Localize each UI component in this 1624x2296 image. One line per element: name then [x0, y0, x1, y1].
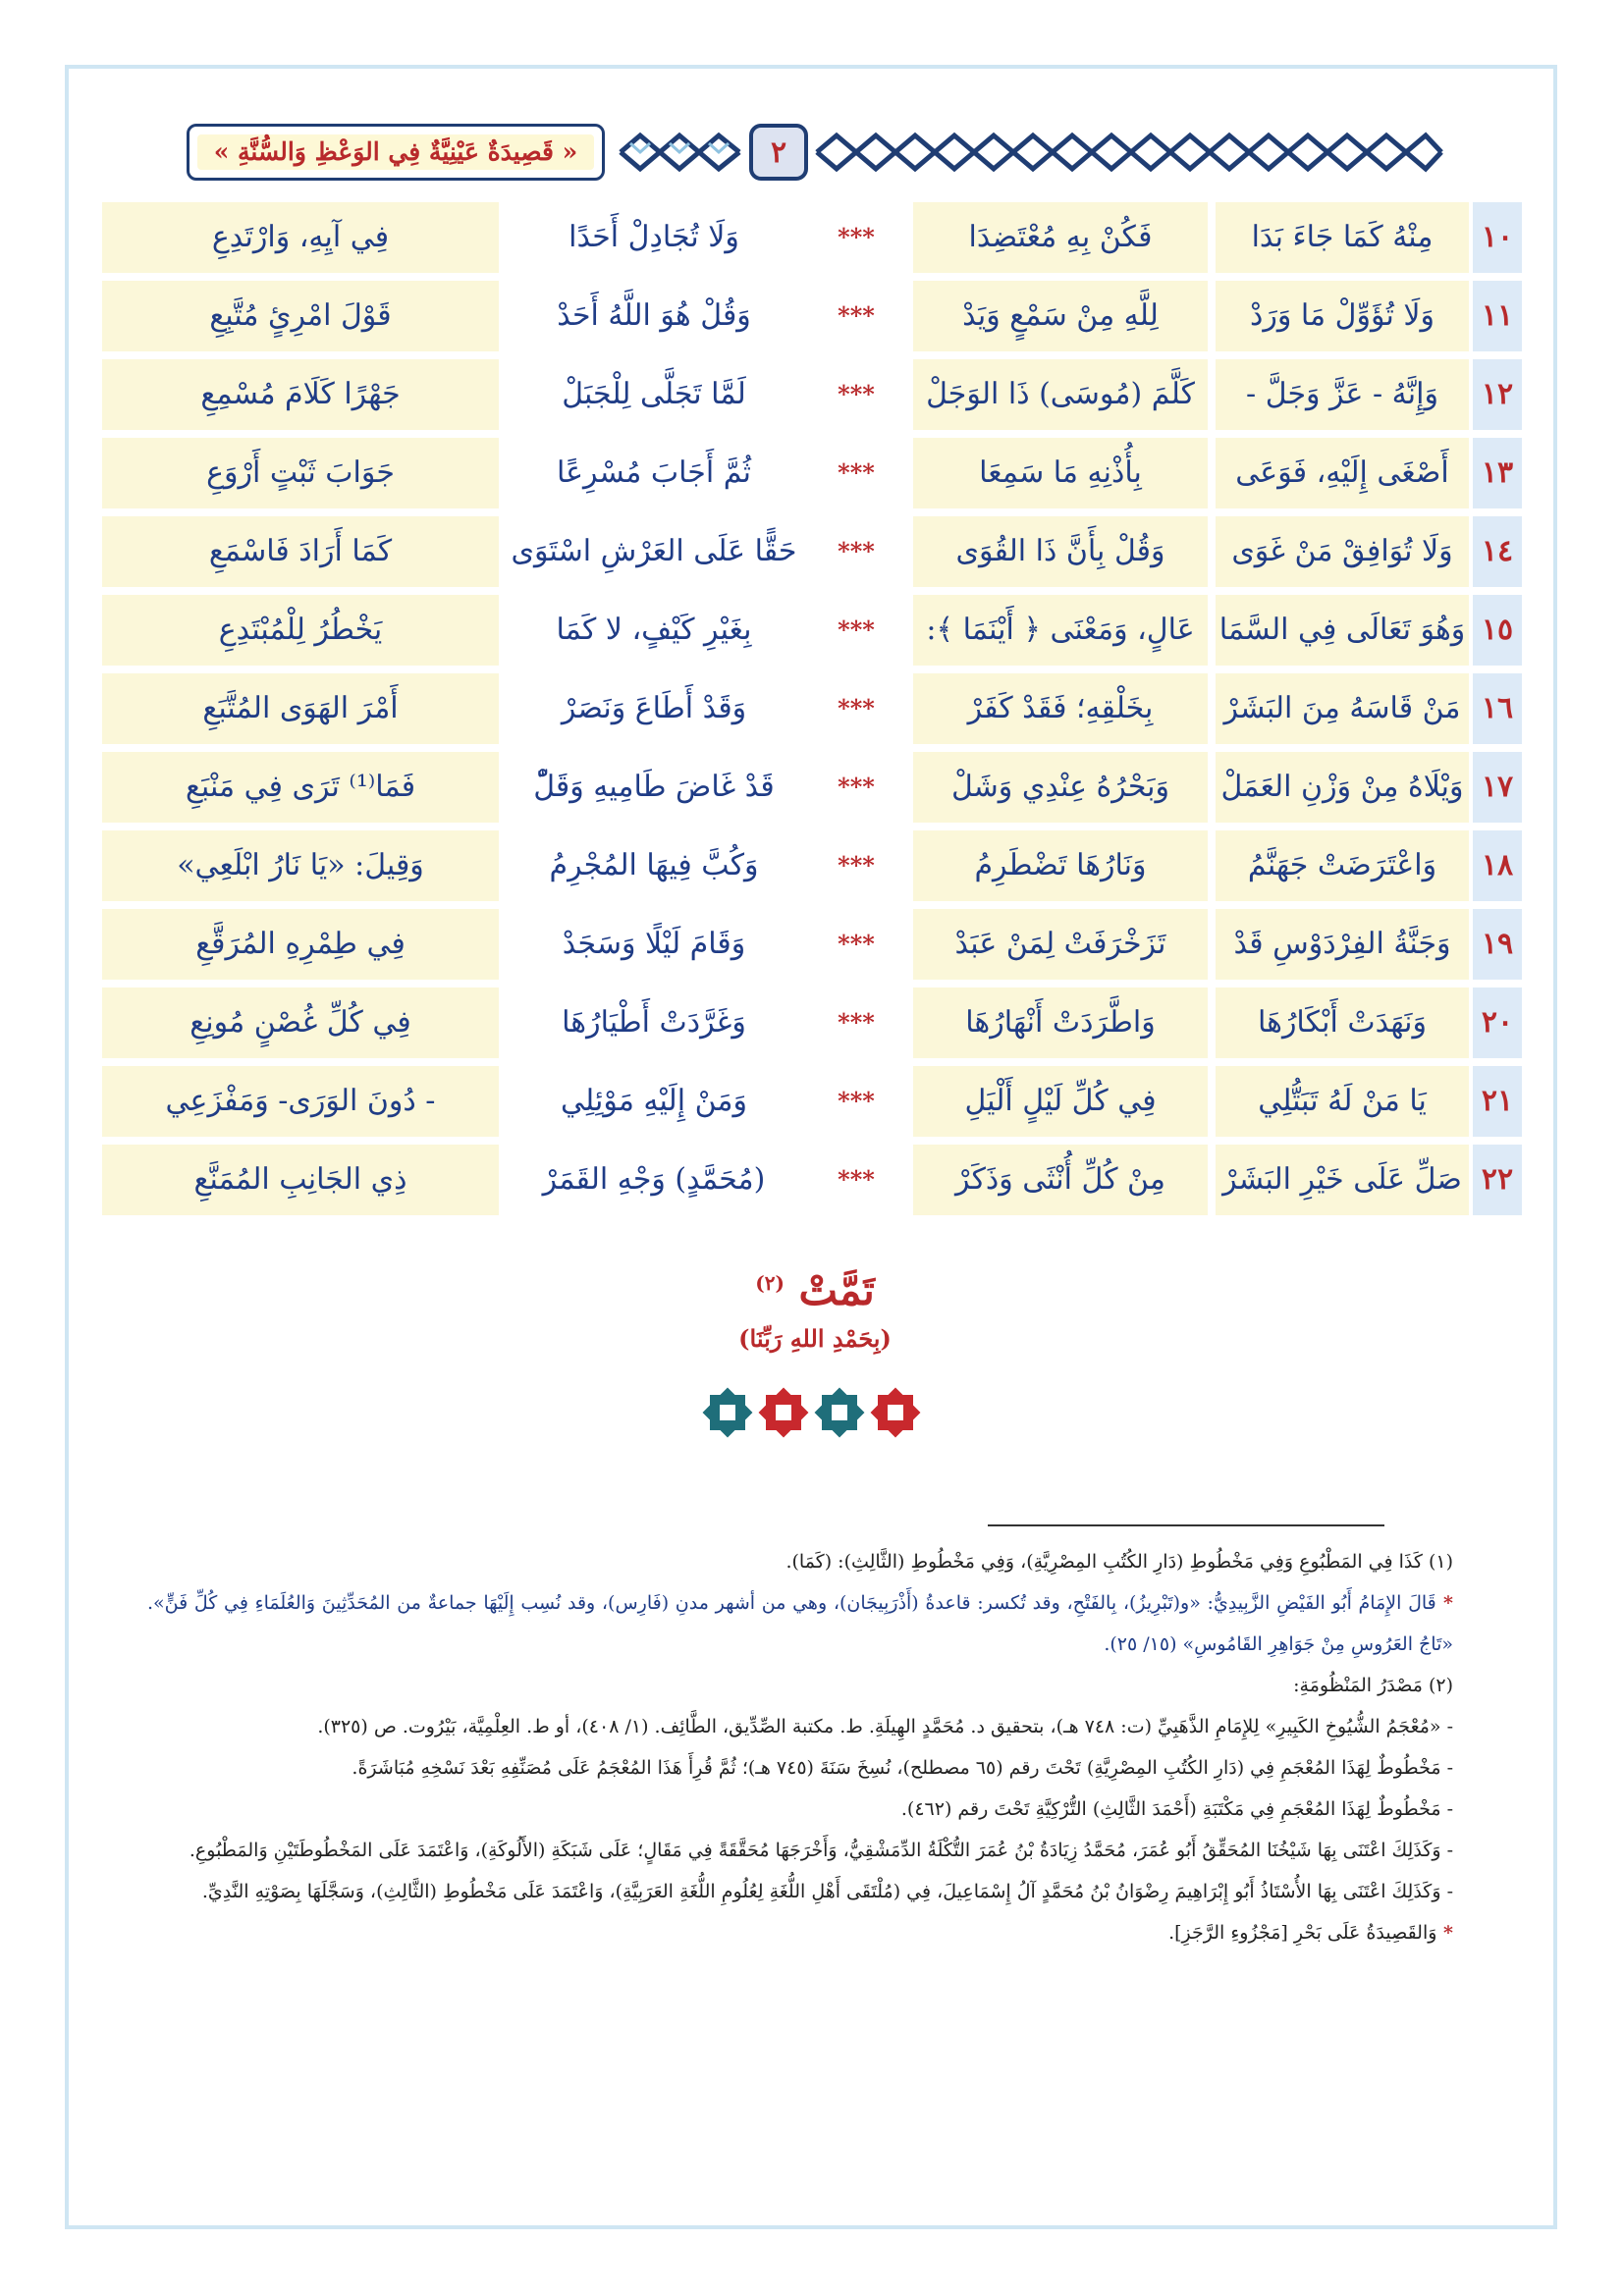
verse-part-1: وَيْلَاهُ مِنْ وَزْنِ العَمَلْ	[1216, 752, 1469, 823]
footnote-2: (٢) مَصْدَرُ المَنْظُومَةِ:	[1293, 1675, 1453, 1696]
verse-part-1: يَا مَنْ لَهُ تَبَتُّلِي	[1216, 1066, 1469, 1137]
verse-separator: ***	[838, 223, 875, 251]
verse-part-1: وَاعْتَرَضَتْ جَهَنَّمُ	[1216, 830, 1469, 901]
verse-part-1: وَإِنَّهُ - عَزَّ وَجَلَّ -	[1216, 359, 1469, 430]
verse-part-4: فِي طِمْرِهِ المُرَقَّعِ	[102, 909, 499, 980]
verse-part-3: وَكُبَّ فِيهَا المُجْرِمُ	[507, 830, 801, 901]
verse-number: ١١	[1473, 281, 1522, 351]
verse-separator: ***	[838, 537, 875, 565]
verse-part-1: وَهُوَ تَعَالَى فِي السَّمَا	[1216, 595, 1469, 666]
verse-part-3: (مُحَمَّدٍ) وَجْهِ القَمَرْ	[507, 1145, 801, 1215]
braid-ornament-left	[619, 130, 741, 175]
footnote-1-star-text: قَالَ الإِمَامُ أَبُو الفَيْضِ الزَّبِيدِيُّ: «و(تَبْرِيزُ)، بِالفَتْحِ، وقد تُكسر: قاعدةُ (أَذْرَبِيجَان)، وهي من أشهر مدنِ (فَارِس)، وقد نُسِب إِلَيْهَا جماعةٌ من المُحَدِّثِينَ وَالعُلَمَاءِ فِي كُلِّ فَنٍّ». «تَاجُ العَرُوسِ مِنْ جَوَاهِرِ القَامُوسِ» (١٥/ ٢٥).	[147, 1592, 1453, 1655]
verse-number: ١٤	[1473, 516, 1522, 587]
verse-number: ٢٢	[1473, 1145, 1522, 1215]
verse-number: ١٨	[1473, 830, 1522, 901]
verse-part-1: مِنْهُ كَمَا جَاءَ بَدَا	[1216, 202, 1469, 273]
verse-row	[102, 830, 1522, 901]
footnote-2-a: - «مُعْجَمُ الشُّيُوخِ الكَبِيرِ» لِلإِمَامِ الذَّهَبِيِّ (ت: ٧٤٨ هـ)، بتحقيق د. مُحَمَّدٍ الهِيلَةِ. ط. مكتبة الصِّدِّيق، الطَّائِف. (١/ ٤٠٨)، أو ط. العِلْمِيَّة، بَيْرُوت. ص (٣٢٥).	[317, 1716, 1453, 1737]
verse-part-3: قَدْ غَاضَ طَامِيهِ وَقَلّْ	[507, 752, 801, 823]
verse-row	[102, 359, 1522, 430]
verse-row	[102, 752, 1522, 823]
verse-part-1: وَنَهَدَتْ أَبْكَارُهَا	[1216, 988, 1469, 1058]
verse-row	[102, 988, 1522, 1058]
verse-separator: ***	[838, 380, 875, 408]
verse-part-4: كَمَا أَرَادَ فَاسْمَعِ	[102, 516, 499, 587]
braid-ornament-right	[815, 130, 1443, 175]
page-number: ٢	[749, 124, 808, 181]
star-marker-icon: *	[1436, 1922, 1453, 1944]
verse-part-1: صَلِّ عَلَى خَيْرِ البَشَرْ	[1216, 1145, 1469, 1215]
verse-part-3: بِغَيْرِ كَيْفٍ، لا كَمَا	[507, 595, 801, 666]
verse-part-4: أَمْرَ الهَوَى المُتَّبَعِ	[102, 673, 499, 744]
verse-separator: ***	[838, 1165, 875, 1194]
footnote-2-b: - مَخْطُوطٌ لِهَذَا المُعْجَمِ فِي (دَارِ الكُتُبِ المِصْرِيَّةِ) تَحْتَ رقم (٦٥ مصطلح)، نُسِخَ سَنَةَ (٧٤٥ هـ)؛ ثُمَّ قُرِأَ هَذَا المُعْجَمُ عَلَى مُصَنِّفِهِ بَعْدَ نَسْخِهِ مُبَاشَرَةً.	[352, 1757, 1453, 1779]
closing-block	[687, 1266, 943, 1353]
verse-separator: ***	[838, 458, 875, 487]
verse-number: ٢١	[1473, 1066, 1522, 1137]
verse-separator: ***	[838, 773, 875, 801]
page-title: « قَصِيدَةٌ عَيْنِيَّةٌ فِي الوَعْظِ وَالسُّنَّةِ »	[197, 134, 594, 170]
verse-part-2: عَالٍ، وَمَعْنَى ﴿ أَيْنَمَا ﴾:	[913, 595, 1208, 666]
verse-part-4: جَهْرًا كَلَامَ مُسْمِعِ	[102, 359, 499, 430]
verse-part-4: فِي كُلِّ غُصْنٍ مُونِعِ	[102, 988, 499, 1058]
verse-separator: ***	[838, 851, 875, 880]
verse-part-1: وَجَنَّةُ الفِرْدَوْسِ قَدْ	[1216, 909, 1469, 980]
verse-separator: ***	[838, 930, 875, 958]
verse-part-4: - دُونَ الوَرَى- وَمَفْزَعِي	[102, 1066, 499, 1137]
star-marker-icon: *	[1435, 1592, 1453, 1614]
verse-number: ١٥	[1473, 595, 1522, 666]
footnote-2-c: - مَخْطُوطٌ لِهَذَا المُعْجَمِ فِي مَكْتَبَةِ (أَحْمَدَ الثَّالِثِ) التُّرْكِيَّةِ تَحْتَ رقم (٤٦٢).	[900, 1798, 1453, 1820]
verse-part-3: وَغَرَّدَتْ أَطْيَارُهَا	[507, 988, 801, 1058]
verse-part-2: وَقُلْ بِأَنَّ ذَا القُوَى	[913, 516, 1208, 587]
verse-part-1: وَلَا تُوَافِقْ مَنْ غَوَى	[1216, 516, 1469, 587]
verse-part-3: حَقًّا عَلَى العَرْشِ اسْتَوَى	[507, 516, 801, 587]
closing-praise: (بِحَمْدِ اللهِ رَبِّنَا)	[738, 1324, 892, 1353]
verse-number: ١٦	[1473, 673, 1522, 744]
verse-part-2: لِلَّهِ مِنْ سَمْعٍ وَيَدْ	[913, 281, 1208, 351]
title-box	[187, 124, 605, 181]
closing-title	[687, 1266, 943, 1314]
footnotes	[147, 1541, 1453, 1953]
verse-part-4: فِي آيِهِ، وَارْتَدِعِ	[102, 202, 499, 273]
page-header	[187, 124, 1443, 187]
verse-part-3: وَقَامَ لَيْلًا وَسَجَدْ	[507, 909, 801, 980]
footnote-2-d: - وَكَذَلِكَ اعْتَنَى بِهَا شَيْخُنَا المُحَقِّقُ أَبُو عُمَرَ، مُحَمَّدُ زِيَادَةُ بْنُ عُمَرَ التُّكْلَةُ الدِّمَشْقِيُّ، وَأَخْرَجَهَا مُحَقَّقَةً فِي مَقَالٍ؛ عَلَى شَبَكَةِ (الأَلُوكَةِ)، وَاعْتَمَدَ عَلَى المَخْطُوطَتَيْنِ وَالمَطْبُوعِ.	[189, 1840, 1453, 1861]
verse-part-2: فَكُنْ بِهِ مُعْتَضِدَا	[913, 202, 1208, 273]
verse-part-2: وَبَحْرُهُ عِنْدِي وَشَلْ	[913, 752, 1208, 823]
verse-row	[102, 1145, 1522, 1215]
verse-part-2: مِنْ كُلِّ أُنْثَى وَذَكَرْ	[913, 1145, 1208, 1215]
verse-part-2: وَنَارُهَا تَضْطَرِمُ	[913, 830, 1208, 901]
verse-separator: ***	[838, 615, 875, 644]
verse-part-2: وَاطَّرَدَتْ أَنْهَارُهَا	[913, 988, 1208, 1058]
verse-part-4: وَقِيلَ: «يَا نَارُ ابْلَعِي»	[102, 830, 499, 901]
verse-part-2: بِخَلْقِهِ؛ فَقَدْ كَفَرْ	[913, 673, 1208, 744]
verse-part-4: يَخْطُرُ لِلْمُبْتَدِعِ	[102, 595, 499, 666]
verse-part-3: وَمَنْ إِلَيْهِ مَوْئِلِي	[507, 1066, 801, 1137]
verse-number: ١٧	[1473, 752, 1522, 823]
verse-row	[102, 281, 1522, 351]
verse-part-2: بِأُذْنِهِ مَا سَمِعَا	[913, 438, 1208, 508]
verse-row	[102, 595, 1522, 666]
verse-part-2: كَلَّمَ (مُوسَى) ذَا الوَجَلْ	[913, 359, 1208, 430]
verse-part-3: وَقَدْ أَطَاعَ وَنَصَرْ	[507, 673, 801, 744]
star-ornament-icon	[699, 1384, 925, 1441]
verse-part-4: فَمَا⁽¹⁾ تَرَى فِي مَنْبَعِ	[102, 752, 499, 823]
verse-part-3: لَمَّا تَجَلَّى لِلْجَبَلْ	[507, 359, 801, 430]
footnote-1-star	[147, 1582, 1453, 1665]
verse-number: ٢٠	[1473, 988, 1522, 1058]
verse-part-3: وَقُلْ هُوَ اللَّهُ أَحَدْ	[507, 281, 801, 351]
verse-separator: ***	[838, 1087, 875, 1115]
footnote-1: (١) كَذَا فِي المَطْبُوعِ وَفِي مَخْطُوطِ (دَارِ الكُتُبِ المِصْرِيَّةِ)، وَفِي مَخْطُوطِ (الثَّالِثِ): (كَمَا).	[785, 1551, 1453, 1573]
verse-number: ١٩	[1473, 909, 1522, 980]
verse-separator: ***	[838, 694, 875, 722]
verse-row	[102, 673, 1522, 744]
footnote-2-star-text: وَالقَصِيدَةُ عَلَى بَحْرِ [مَجْزُوءِ الرَّجَزِ].	[1168, 1922, 1437, 1944]
verse-row	[102, 438, 1522, 508]
verse-part-3: وَلَا تُجَادِلْ أَحَدًا	[507, 202, 801, 273]
tammat-word: تَمَّتْ	[798, 1266, 875, 1314]
verse-part-1: وَلَا تُؤَوِّلْ مَا وَرَدْ	[1216, 281, 1469, 351]
verse-row	[102, 1066, 1522, 1137]
footnote-2-star	[147, 1912, 1453, 1953]
footnote-divider	[988, 1524, 1384, 1526]
verse-number: ١٠	[1473, 202, 1522, 273]
footnote-2-e: - وَكَذَلِكَ اعْتَنَى بِهَا الأُسْتَاذُ أَبُو إِبْرَاهِيمَ رِضْوَانُ بْنُ مُحَمَّدٍ آلُ إِسْمَاعِيلَ، فِي (مُلْتَقَى أَهْلِ اللُّغَةِ لِعُلُومِ اللُّغَةِ العَرَبِيَّةِ)، وَاعْتَمَدَ عَلَى مَخْطُوطِ (الثَّالِثِ)، وَسَجَّلَهَا بِصَوْتِهِ النَّدِيِّ.	[201, 1881, 1453, 1902]
verse-separator: ***	[838, 1008, 875, 1037]
verse-row	[102, 516, 1522, 587]
verse-part-4: جَوَابَ ثَبْتٍ أَرْوَعِ	[102, 438, 499, 508]
verse-part-1: مَنْ قَاسَهُ مِنَ البَشَرْ	[1216, 673, 1469, 744]
tammat-note-ref: (٢)	[755, 1271, 785, 1295]
verse-part-2: تَزَخْرَفَتْ لِمَنْ عَبَدْ	[913, 909, 1208, 980]
verse-part-4: ذِي الجَانِبِ المُمَنَّعِ	[102, 1145, 499, 1215]
verse-number: ١٢	[1473, 359, 1522, 430]
poem-table	[102, 202, 1522, 1223]
verse-number: ١٣	[1473, 438, 1522, 508]
verse-part-3: ثُمَّ أَجَابَ مُسْرِعًا	[507, 438, 801, 508]
verse-row	[102, 202, 1522, 273]
verse-part-1: أَصْغَى إِلَيْهِ، فَوَعَى	[1216, 438, 1469, 508]
verse-part-2: فِي كُلِّ لَيْلٍ أَلْيَلِ	[913, 1066, 1208, 1137]
verse-row	[102, 909, 1522, 980]
verse-part-4: قَوْلَ امْرِئٍ مُتَّبِعِ	[102, 281, 499, 351]
verse-separator: ***	[838, 301, 875, 330]
